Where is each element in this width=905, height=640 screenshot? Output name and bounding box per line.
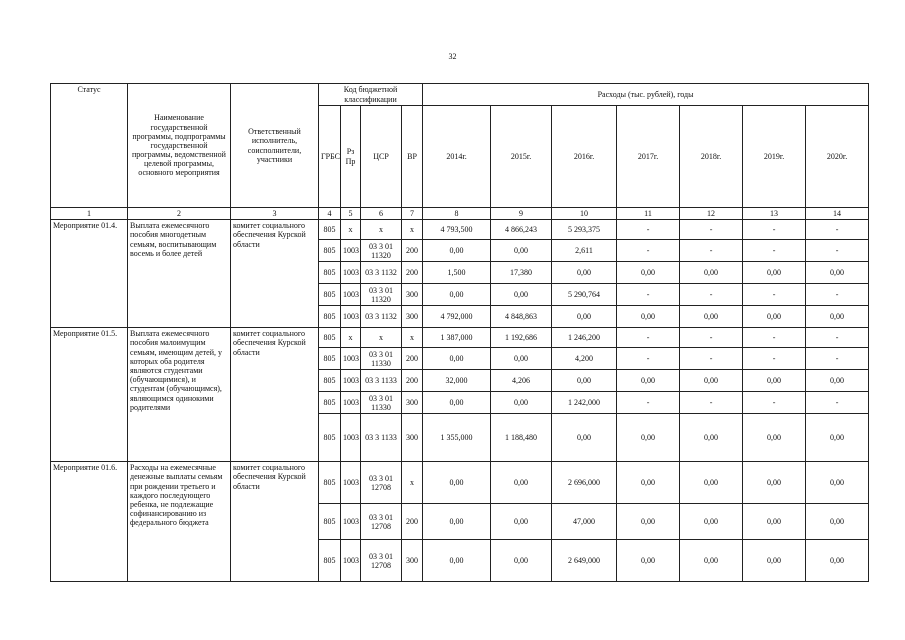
expense-cell: 0,00 (491, 540, 552, 582)
vr-cell: 300 (402, 306, 423, 328)
expense-cell: 0,00 (806, 540, 869, 582)
rzpr-cell: 1003 (341, 540, 361, 582)
expense-cell: 0,00 (552, 414, 617, 462)
activity-name: Выплата ежемесячного пособия многодетным семьям, воспитывающим восемь и более детей (128, 220, 231, 328)
header-expenses: Расходы (тыс. рублей), годы (423, 84, 869, 106)
expense-cell: 5 290,764 (552, 284, 617, 306)
vr-cell: x (402, 328, 423, 348)
csr-cell: x (361, 220, 402, 240)
expense-cell: - (680, 240, 743, 262)
expense-cell: 0,00 (491, 348, 552, 370)
header-year: 2018г. (680, 106, 743, 208)
header-year: 2019г. (743, 106, 806, 208)
activity-executor: комитет социального обеспечения Курской области (231, 220, 319, 328)
expense-cell: 4 793,500 (423, 220, 491, 240)
expense-cell: 0,00 (423, 462, 491, 504)
csr-cell: 03 3 1132 (361, 306, 402, 328)
column-number: 3 (231, 208, 319, 220)
table-row (51, 220, 869, 240)
expense-cell: - (617, 284, 680, 306)
expense-cell: 0,00 (552, 306, 617, 328)
expense-cell: 0,00 (680, 370, 743, 392)
header-year: 2014г. (423, 106, 491, 208)
expense-cell: - (617, 220, 680, 240)
rzpr-cell: x (341, 328, 361, 348)
rzpr-cell: 1003 (341, 348, 361, 370)
expense-cell: - (806, 348, 869, 370)
vr-cell: 200 (402, 370, 423, 392)
expense-cell: - (743, 348, 806, 370)
expense-cell: - (617, 392, 680, 414)
expense-cell: 0,00 (617, 540, 680, 582)
expense-cell: 0,00 (806, 504, 869, 540)
rzpr-cell: 1003 (341, 504, 361, 540)
expense-cell: - (806, 328, 869, 348)
budget-table (50, 83, 869, 582)
expense-cell: 0,00 (743, 370, 806, 392)
expense-cell: 0,00 (552, 262, 617, 284)
expense-cell: 0,00 (680, 414, 743, 462)
csr-cell: 03 3 1133 (361, 370, 402, 392)
expense-cell: 32,000 (423, 370, 491, 392)
vr-cell: 200 (402, 262, 423, 284)
expense-cell: 1 355,000 (423, 414, 491, 462)
vr-cell: 300 (402, 392, 423, 414)
grbs-cell: 805 (319, 306, 341, 328)
activity-status: Мероприятие 01.5. (51, 328, 128, 462)
activity-status: Мероприятие 01.4. (51, 220, 128, 328)
expense-cell: 0,00 (680, 504, 743, 540)
expense-cell: 4 792,000 (423, 306, 491, 328)
expense-cell: 0,00 (806, 306, 869, 328)
csr-cell: 03 3 1133 (361, 414, 402, 462)
vr-cell: x (402, 462, 423, 504)
rzpr-cell: 1003 (341, 240, 361, 262)
expense-cell: 0,00 (743, 414, 806, 462)
expense-cell: 0,00 (491, 240, 552, 262)
grbs-cell: 805 (319, 284, 341, 306)
expense-cell: 4 848,863 (491, 306, 552, 328)
activity-status: Мероприятие 01.6. (51, 462, 128, 582)
header-budget-code: Код бюджетной классификации (319, 84, 423, 106)
expense-cell: 0,00 (491, 504, 552, 540)
expense-cell: - (743, 392, 806, 414)
column-number: 4 (319, 208, 341, 220)
expense-cell: - (617, 240, 680, 262)
table-row (51, 328, 869, 348)
grbs-cell: 805 (319, 414, 341, 462)
column-number: 12 (680, 208, 743, 220)
expense-cell: - (680, 392, 743, 414)
expense-cell: 0,00 (491, 284, 552, 306)
expense-cell: - (743, 220, 806, 240)
column-number: 5 (341, 208, 361, 220)
expense-cell: 0,00 (491, 392, 552, 414)
vr-cell: x (402, 220, 423, 240)
header-grbs: ГРБС (319, 106, 341, 208)
expense-cell: 0,00 (552, 370, 617, 392)
expense-cell: 0,00 (617, 370, 680, 392)
grbs-cell: 805 (319, 392, 341, 414)
expense-cell: 47,000 (552, 504, 617, 540)
expense-cell: 4 866,243 (491, 220, 552, 240)
header-csr: ЦСР (361, 106, 402, 208)
expense-cell: 0,00 (617, 414, 680, 462)
grbs-cell: 805 (319, 540, 341, 582)
expense-cell: 0,00 (423, 284, 491, 306)
expense-cell: 1 242,000 (552, 392, 617, 414)
activity-executor: комитет социального обеспечения Курской области (231, 328, 319, 462)
expense-cell: - (617, 348, 680, 370)
grbs-cell: 805 (319, 348, 341, 370)
vr-cell: 300 (402, 540, 423, 582)
column-number: 9 (491, 208, 552, 220)
expense-cell: - (680, 328, 743, 348)
expense-cell: 0,00 (806, 262, 869, 284)
grbs-cell: 805 (319, 262, 341, 284)
rzpr-cell: 1003 (341, 284, 361, 306)
expense-cell: 0,00 (806, 462, 869, 504)
expense-cell: 0,00 (680, 262, 743, 284)
header-rzpr: Рз Пр (341, 106, 361, 208)
csr-cell: x (361, 328, 402, 348)
expense-cell: - (806, 392, 869, 414)
column-number: 10 (552, 208, 617, 220)
column-number: 11 (617, 208, 680, 220)
expense-cell: 1 188,480 (491, 414, 552, 462)
expense-cell: 2,611 (552, 240, 617, 262)
activity-executor: комитет социального обеспечения Курской области (231, 462, 319, 582)
column-number-row (51, 208, 869, 220)
header-status: Статус (51, 84, 128, 208)
activity-name: Расходы на ежемесячные денежные выплаты семьям при рождении третьего и каждого последующего ребенка, не подлежащие софинансированию из федерального бюджета (128, 462, 231, 582)
expense-cell: 17,380 (491, 262, 552, 284)
expense-cell: - (617, 328, 680, 348)
rzpr-cell: 1003 (341, 414, 361, 462)
expense-cell: 0,00 (617, 504, 680, 540)
grbs-cell: 805 (319, 462, 341, 504)
csr-cell: 03 3 01 11320 (361, 284, 402, 306)
expense-cell: 0,00 (491, 462, 552, 504)
rzpr-cell: 1003 (341, 462, 361, 504)
header-year: 2017г. (617, 106, 680, 208)
csr-cell: 03 3 01 12708 (361, 462, 402, 504)
expense-cell: - (680, 220, 743, 240)
expense-cell: 5 293,375 (552, 220, 617, 240)
rzpr-cell: 1003 (341, 262, 361, 284)
expense-cell: 2 649,000 (552, 540, 617, 582)
expense-cell: - (806, 284, 869, 306)
expense-cell: 0,00 (617, 462, 680, 504)
expense-cell: 1 387,000 (423, 328, 491, 348)
expense-cell: 0,00 (743, 504, 806, 540)
expense-cell: 0,00 (806, 414, 869, 462)
column-number: 14 (806, 208, 869, 220)
header-executor: Ответственный исполнитель, соисполнители, участники (231, 84, 319, 208)
expense-cell: 0,00 (423, 240, 491, 262)
expense-cell: 0,00 (617, 262, 680, 284)
grbs-cell: 805 (319, 370, 341, 392)
expense-cell: - (806, 220, 869, 240)
page-number: 32 (448, 52, 457, 61)
activity-name: Выплата ежемесячного пособия малоимущим семьям, имеющим детей, у которых оба родителя являются студентами (обучающимися), и студентам (обучающимся), являющимся одинокими родителями (128, 328, 231, 462)
header-row-1 (51, 84, 869, 106)
header-year: 2016г. (552, 106, 617, 208)
expense-cell: - (680, 348, 743, 370)
expense-cell: 0,00 (743, 540, 806, 582)
expense-cell: - (743, 328, 806, 348)
expense-cell: 0,00 (617, 306, 680, 328)
table-row (51, 462, 869, 504)
header-year: 2015г. (491, 106, 552, 208)
column-number: 8 (423, 208, 491, 220)
csr-cell: 03 3 01 12708 (361, 504, 402, 540)
expense-cell: 0,00 (743, 306, 806, 328)
expense-cell: 1 246,200 (552, 328, 617, 348)
expense-cell: 0,00 (806, 370, 869, 392)
expense-cell: 0,00 (680, 306, 743, 328)
expense-cell: - (743, 240, 806, 262)
expense-cell: 4,206 (491, 370, 552, 392)
expense-cell: 0,00 (743, 462, 806, 504)
header-vr: ВР (402, 106, 423, 208)
table-body (51, 208, 869, 582)
csr-cell: 03 3 01 11330 (361, 348, 402, 370)
vr-cell: 300 (402, 414, 423, 462)
csr-cell: 03 3 1132 (361, 262, 402, 284)
rzpr-cell: x (341, 220, 361, 240)
rzpr-cell: 1003 (341, 392, 361, 414)
expense-cell: 0,00 (423, 504, 491, 540)
vr-cell: 300 (402, 284, 423, 306)
expense-cell: 0,00 (423, 540, 491, 582)
grbs-cell: 805 (319, 220, 341, 240)
expense-cell: 2 696,000 (552, 462, 617, 504)
expense-cell: 0,00 (423, 348, 491, 370)
expense-cell: 0,00 (680, 540, 743, 582)
expense-cell: - (806, 240, 869, 262)
vr-cell: 200 (402, 348, 423, 370)
expense-cell: 0,00 (423, 392, 491, 414)
column-number: 1 (51, 208, 128, 220)
header-year: 2020г. (806, 106, 869, 208)
vr-cell: 200 (402, 504, 423, 540)
expense-cell: 0,00 (680, 462, 743, 504)
rzpr-cell: 1003 (341, 306, 361, 328)
grbs-cell: 805 (319, 328, 341, 348)
vr-cell: 200 (402, 240, 423, 262)
csr-cell: 03 3 01 12708 (361, 540, 402, 582)
grbs-cell: 805 (319, 504, 341, 540)
expense-cell: 0,00 (743, 262, 806, 284)
expense-cell: 4,200 (552, 348, 617, 370)
rzpr-cell: 1003 (341, 370, 361, 392)
column-number: 2 (128, 208, 231, 220)
column-number: 6 (361, 208, 402, 220)
expense-cell: - (680, 284, 743, 306)
csr-cell: 03 3 01 11330 (361, 392, 402, 414)
column-number: 7 (402, 208, 423, 220)
column-number: 13 (743, 208, 806, 220)
expense-cell: 1,500 (423, 262, 491, 284)
expense-cell: 1 192,686 (491, 328, 552, 348)
header-name: Наименование государственной программы, подпрограммы государственной программы, ведомственной целевой программы, основного мероприятия (128, 84, 231, 208)
expense-cell: - (743, 284, 806, 306)
csr-cell: 03 3 01 11320 (361, 240, 402, 262)
grbs-cell: 805 (319, 240, 341, 262)
